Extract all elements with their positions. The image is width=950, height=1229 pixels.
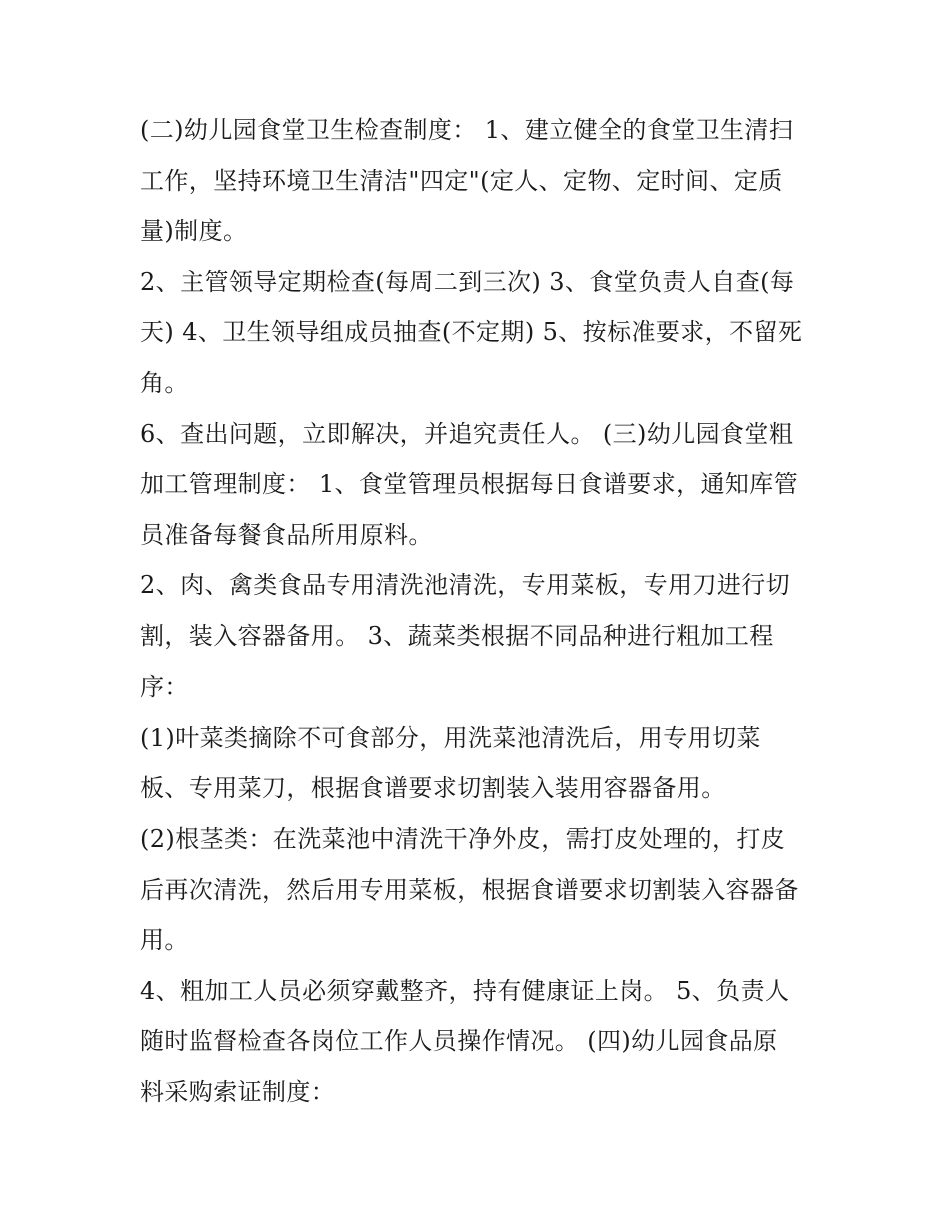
text-line: 序： xyxy=(140,673,189,701)
text-line: 料采购索证制度： xyxy=(140,1078,336,1106)
text-line: 4、粗加工人员必须穿戴整齐，持有健康证上岗。 5、负责人 xyxy=(140,977,790,1005)
text-line: (1)叶菜类摘除不可食部分，用洗菜池清洗后，用专用切菜 xyxy=(140,724,761,752)
text-line: 2、主管领导定期检查(每周二到三次) 3、食堂负责人自查(每 xyxy=(140,268,795,296)
text-line: 角。 xyxy=(140,369,189,397)
text-line: 天) 4、卫生领导组成员抽查(不定期) 5、按标准要求，不留死 xyxy=(140,318,803,346)
text-line: 员准备每餐食品所用原料。 xyxy=(140,521,433,549)
text-line: 6、查出问题，立即解决，并追究责任人。 (三)幼儿园食堂粗 xyxy=(140,420,794,448)
text-line: 后再次清洗，然后用专用菜板，根据食谱要求切割装入容器备 xyxy=(140,876,799,904)
text-line: 量)制度。 xyxy=(140,217,248,245)
text-line: 割，装入容器备用。 3、蔬菜类根据不同品种进行粗加工程 xyxy=(140,622,774,650)
text-line: 2、肉、禽类食品专用清洗池清洗，专用菜板，专用刀进行切 xyxy=(140,571,791,599)
text-line: 板、专用菜刀，根据食谱要求切割装入装用容器备用。 xyxy=(140,774,726,802)
text-line: (二)幼儿园食堂卫生检查制度： 1、建立健全的食堂卫生清扫 xyxy=(140,116,794,144)
text-line: (2)根茎类：在洗菜池中清洗干净外皮，需打皮处理的，打皮 xyxy=(140,825,786,853)
text-line: 加工管理制度： 1、食堂管理员根据每日食谱要求，通知库管 xyxy=(140,470,799,498)
text-line: 用。 xyxy=(140,926,189,954)
text-line: 随时监督检查各岗位工作人员操作情况。 (四)幼儿园食品原 xyxy=(140,1027,778,1055)
text-line: 工作，坚持环境卫生清洁"四定"(定人、定物、定时间、定质 xyxy=(140,167,783,195)
